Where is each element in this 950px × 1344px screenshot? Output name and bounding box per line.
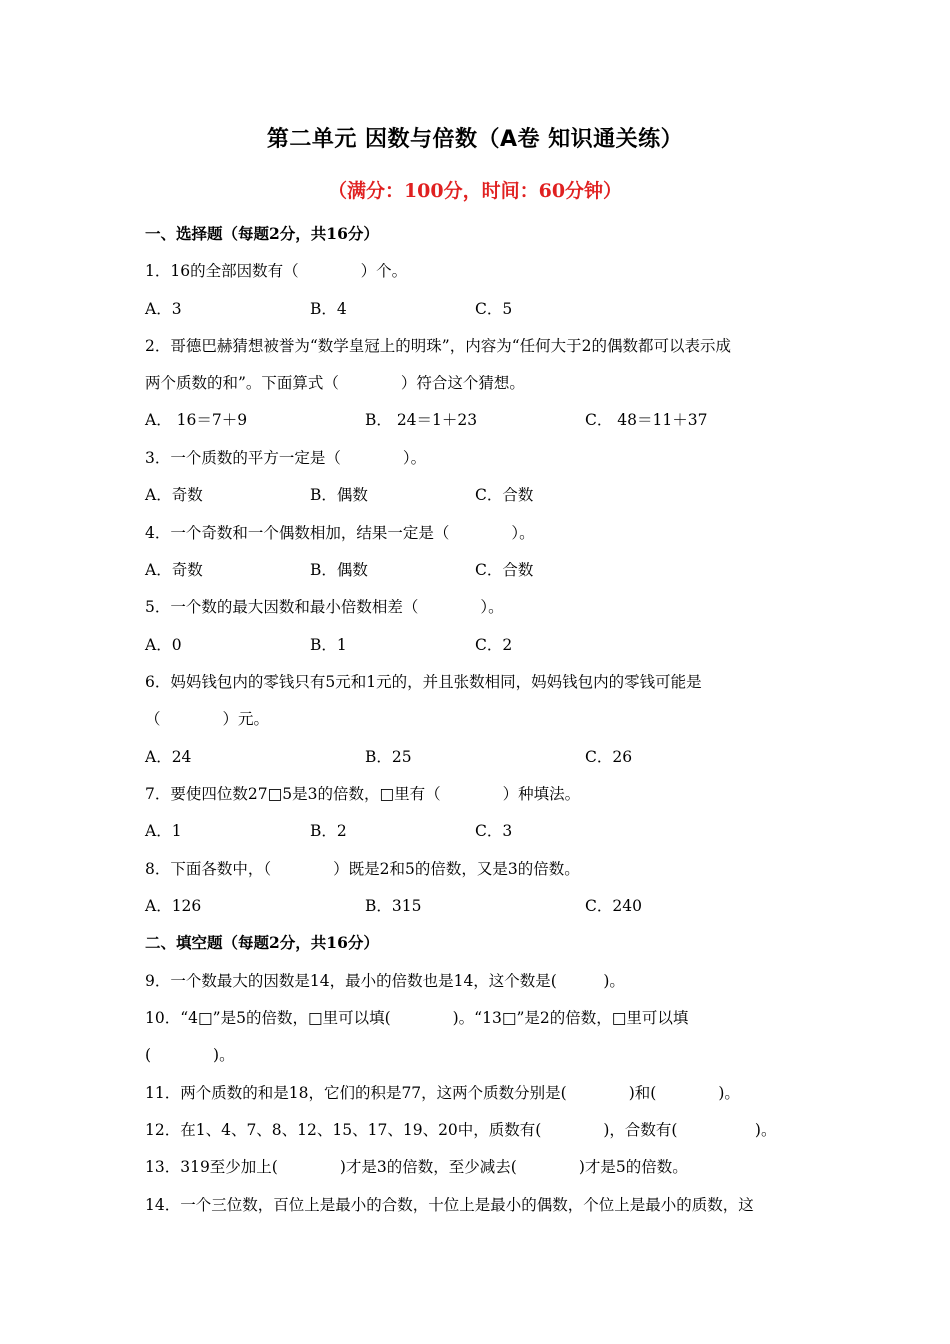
- section-heading-fill: 二、填空题（每题2分，共16分）: [145, 933, 379, 952]
- q8-option-c: C．240: [585, 897, 642, 915]
- question-1: 1．16的全部因数有（ ）个。: [145, 262, 408, 280]
- q5-option-c: C．2: [475, 636, 513, 654]
- page-subtitle: （满分：100分，时间：60分钟）: [327, 180, 623, 202]
- question-10-line-1: 10．“4□”是5的倍数，□里可以填( )。“13□”是2的倍数，□里可以填: [145, 1009, 689, 1027]
- q4-option-b: B．偶数: [310, 561, 368, 579]
- page-title: 第二单元 因数与倍数（A卷 知识通关练）: [266, 127, 684, 152]
- question-8: 8．下面各数中，（ ）既是2和5的倍数，又是3的倍数。: [145, 860, 580, 878]
- question-2-line-2: 两个质数的和”。下面算式（ ）符合这个猜想。: [145, 374, 525, 392]
- question-13: 13．319至少加上( )才是3的倍数，至少减去( )才是5的倍数。: [145, 1158, 688, 1176]
- question-14-line-1: 14．一个三位数，百位上是最小的合数，十位上是最小的偶数，个位上是最小的质数，这: [145, 1196, 754, 1214]
- q4-option-c: C．合数: [475, 561, 534, 579]
- q3-option-b: B．偶数: [310, 486, 368, 504]
- q7-option-a: A．1: [145, 822, 182, 840]
- q3-option-c: C．合数: [475, 486, 534, 504]
- question-12: 12．在1、4、7、8、12、15、17、19、20中，质数有( )，合数有( )。: [145, 1121, 777, 1139]
- question-2-line-1: 2．哥德巴赫猜想被誉为“数学皇冠上的明珠”，内容为“任何大于2的偶数都可以表示成: [145, 337, 731, 355]
- question-6-line-1: 6．妈妈钱包内的零钱只有5元和1元的，并且张数相同，妈妈钱包内的零钱可能是: [145, 673, 702, 691]
- question-3: 3．一个质数的平方一定是（ ）。: [145, 449, 427, 467]
- q6-option-c: C．26: [585, 748, 633, 766]
- q6-option-a: A．24: [145, 748, 192, 766]
- q1-option-a: A．3: [145, 300, 182, 318]
- question-6-line-2: （ ）元。: [145, 710, 270, 728]
- section-heading-choice: 一、选择题（每题2分，共16分）: [145, 224, 379, 243]
- q2-option-a: A． 16＝7＋9: [145, 411, 248, 429]
- question-9: 9．一个数最大的因数是14，最小的倍数也是14，这个数是( )。: [145, 972, 625, 990]
- q7-option-c: C．3: [475, 822, 513, 840]
- question-10-line-2: ( )。: [145, 1046, 235, 1064]
- question-7: 7．要使四位数27□5是3的倍数，□里有（ ）种填法。: [145, 785, 581, 803]
- q3-option-a: A．奇数: [145, 486, 203, 504]
- q5-option-b: B．1: [310, 636, 347, 654]
- q6-option-b: B．25: [365, 748, 412, 766]
- q2-option-c: C． 48＝11＋37: [585, 411, 708, 429]
- question-11: 11．两个质数的和是18，它们的积是77，这两个质数分别是( )和( )。: [145, 1084, 740, 1102]
- q1-option-c: C．5: [475, 300, 513, 318]
- q4-option-a: A．奇数: [145, 561, 203, 579]
- q7-option-b: B．2: [310, 822, 347, 840]
- q8-option-a: A．126: [145, 897, 202, 915]
- q2-option-b: B． 24＝1＋23: [365, 411, 478, 429]
- q8-option-b: B．315: [365, 897, 422, 915]
- question-4: 4．一个奇数和一个偶数相加，结果一定是（ ）。: [145, 524, 535, 542]
- question-5: 5．一个数的最大因数和最小倍数相差（ ）。: [145, 598, 504, 616]
- q1-option-b: B．4: [310, 300, 347, 318]
- q5-option-a: A．0: [145, 636, 182, 654]
